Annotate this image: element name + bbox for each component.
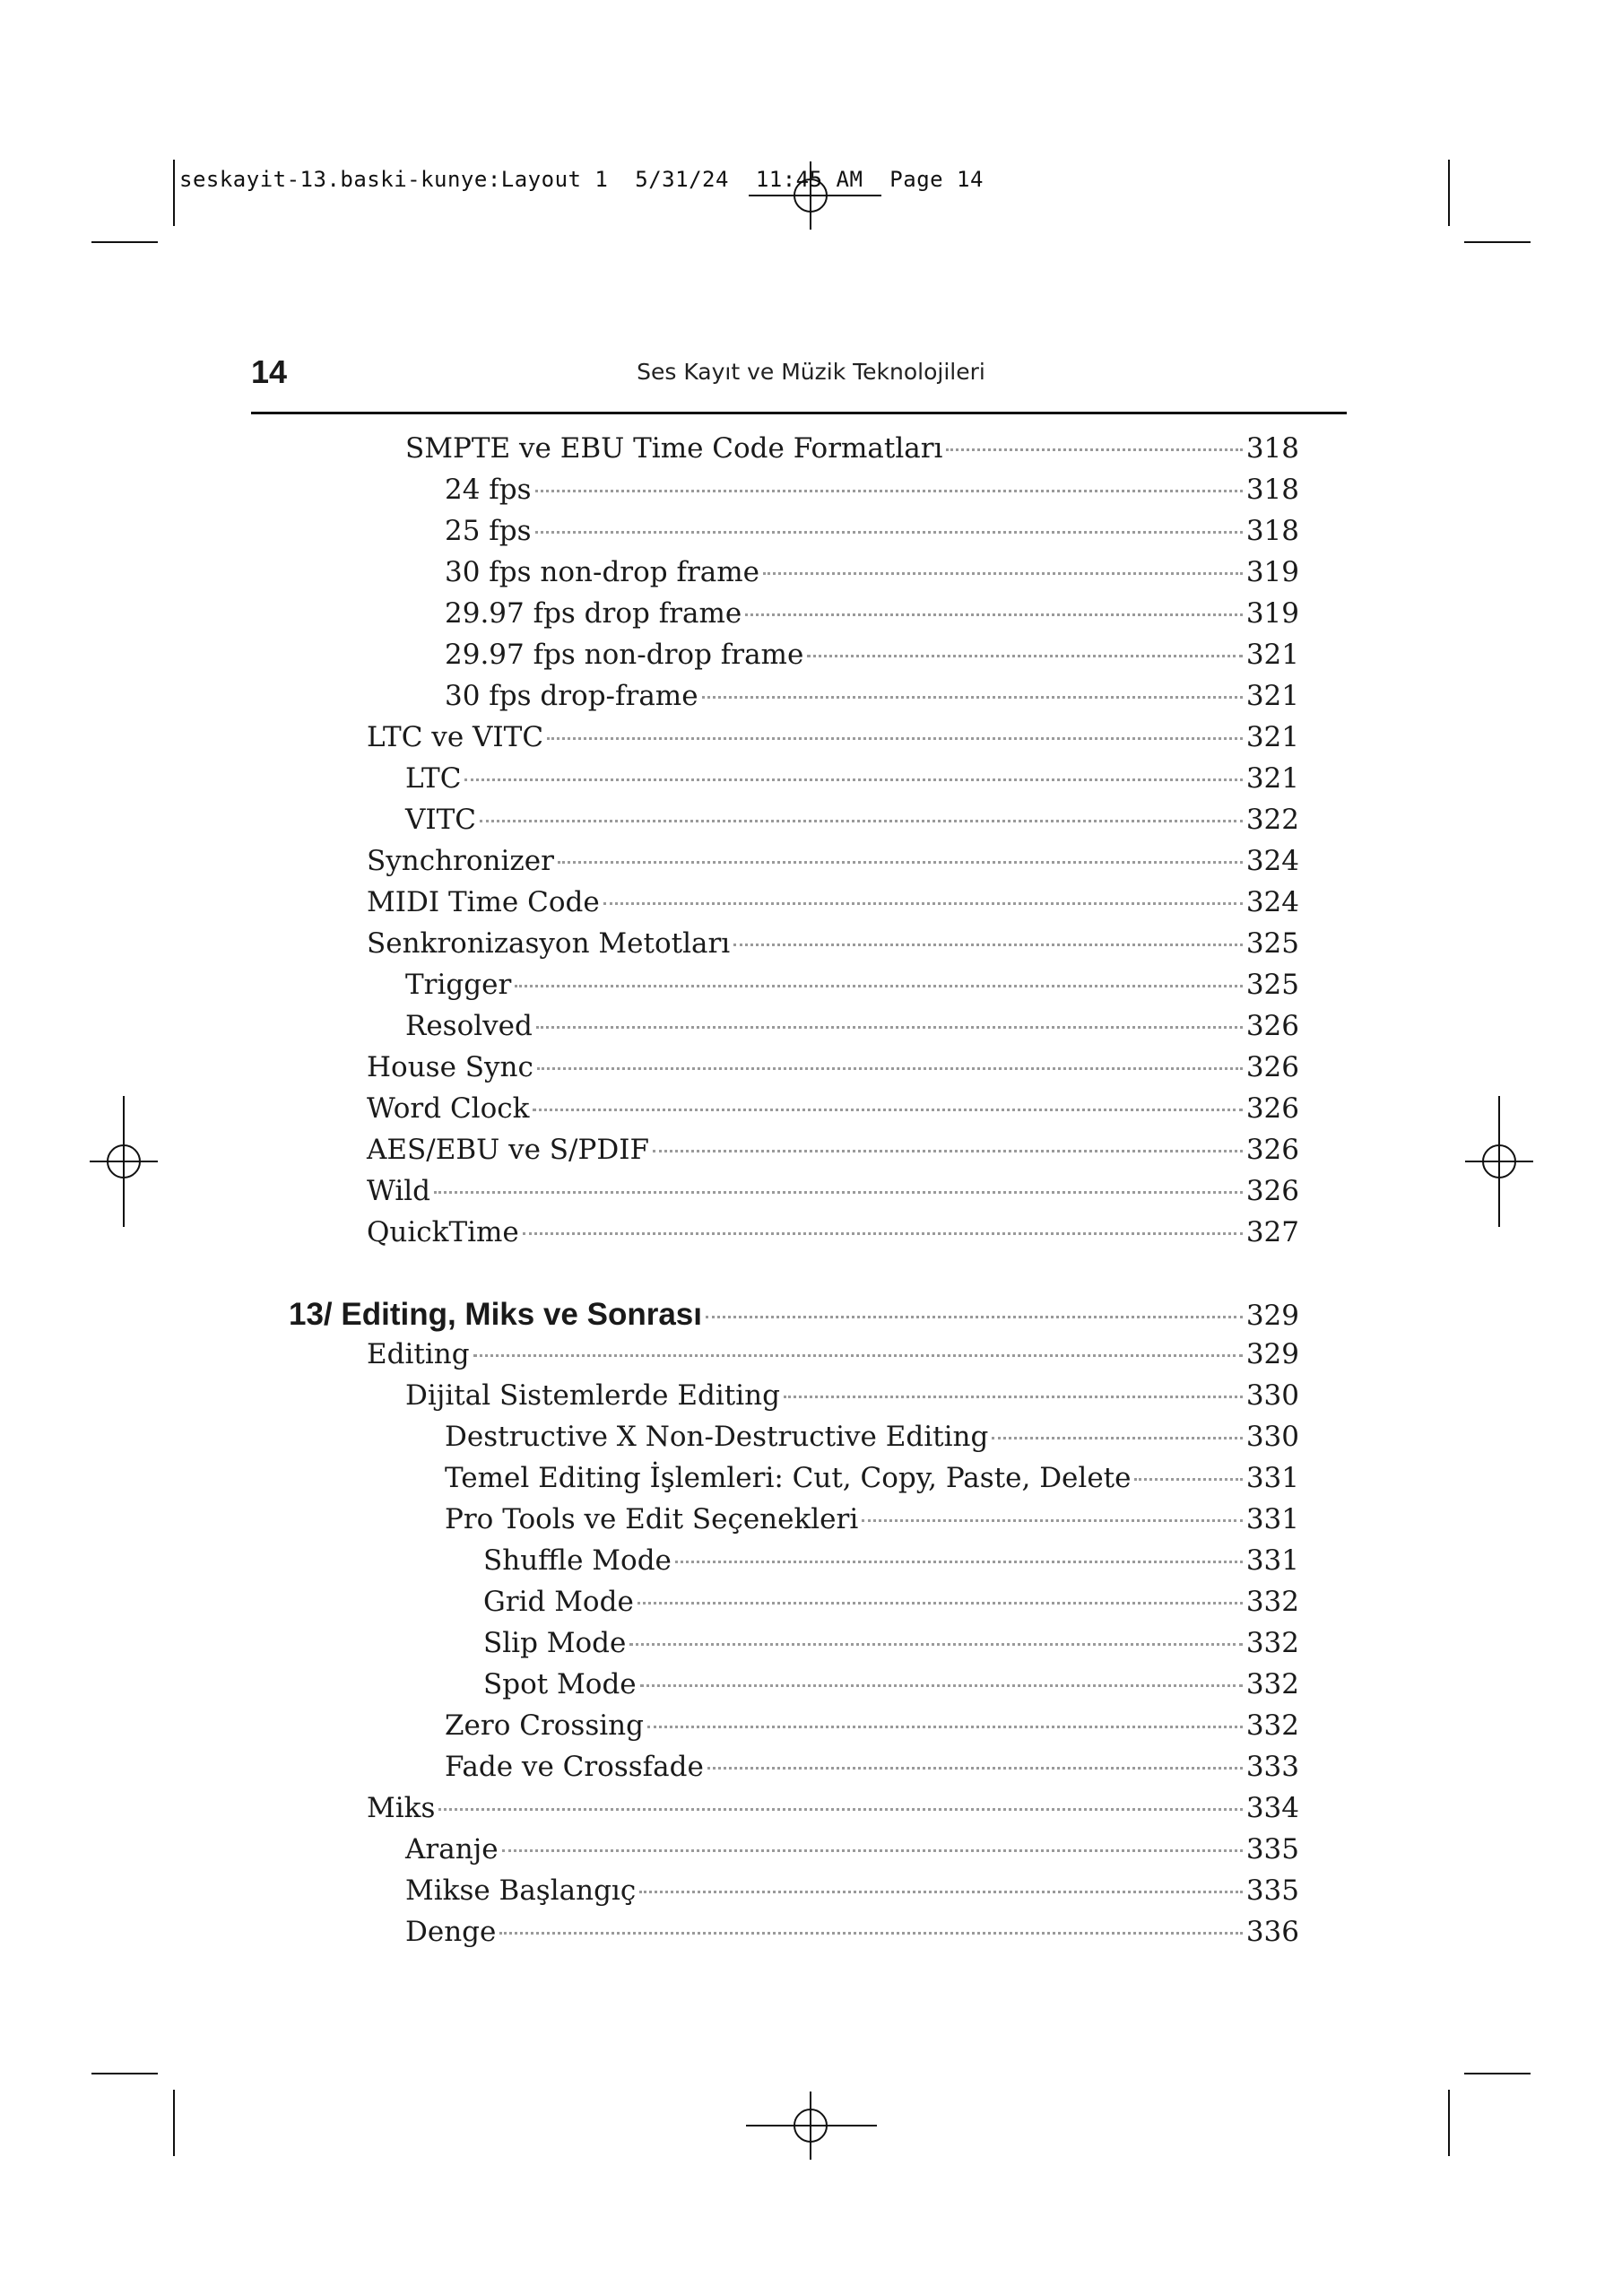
dot-leader bbox=[647, 1726, 1243, 1728]
dot-leader bbox=[733, 944, 1243, 946]
toc-entry-page: 326 bbox=[1245, 1175, 1299, 1207]
toc-entry-title: Spot Mode bbox=[483, 1668, 637, 1700]
toc-entry-page: 331 bbox=[1245, 1544, 1299, 1577]
dot-leader bbox=[745, 613, 1243, 616]
toc-entry-page: 332 bbox=[1245, 1627, 1299, 1659]
dot-leader bbox=[535, 531, 1243, 534]
toc-entry bbox=[405, 1916, 1299, 1957]
toc-entry-page: 331 bbox=[1245, 1503, 1299, 1535]
toc-entry-title: Aranje bbox=[405, 1833, 499, 1866]
toc-entry bbox=[405, 432, 1299, 474]
toc-entry-title: Synchronizer bbox=[367, 845, 554, 877]
toc-entry-page: 324 bbox=[1245, 886, 1299, 918]
crop-mark-bottom-left-horizontal bbox=[91, 2073, 158, 2074]
dot-leader bbox=[515, 985, 1243, 987]
toc-entry-page: 318 bbox=[1245, 432, 1299, 465]
toc-entry-title: Senkronizasyon Metotları bbox=[367, 927, 731, 960]
toc-entry-title: Temel Editing İşlemleri: Cut, Copy, Paste, Delete bbox=[445, 1462, 1132, 1494]
toc-entry-title: 25 fps bbox=[445, 515, 532, 547]
registration-mark-top bbox=[744, 160, 879, 231]
crop-mark-top-left-horizontal bbox=[91, 241, 158, 243]
dot-leader bbox=[992, 1437, 1243, 1439]
toc-entry bbox=[445, 515, 1299, 556]
toc-entry-page: 324 bbox=[1245, 845, 1299, 877]
toc-entry-page: 321 bbox=[1245, 639, 1299, 671]
toc-entry-title: Slip Mode bbox=[483, 1627, 627, 1659]
toc-entry bbox=[405, 969, 1299, 1010]
toc-entry-title: LTC bbox=[405, 762, 462, 795]
toc-entry-page: 326 bbox=[1245, 1134, 1299, 1166]
toc-entry-page: 329 bbox=[1245, 1300, 1299, 1332]
toc-entry-title: Shuffle Mode bbox=[483, 1544, 672, 1577]
toc-entry-title: QuickTime bbox=[367, 1216, 519, 1248]
crop-mark-bottom-right-horizontal bbox=[1464, 2073, 1531, 2074]
toc-entry-page: 330 bbox=[1245, 1379, 1299, 1412]
toc-entry bbox=[405, 1833, 1299, 1874]
toc-entry-title: MIDI Time Code bbox=[367, 886, 600, 918]
crop-mark-bottom-left-vertical bbox=[173, 2090, 175, 2156]
toc-entry-page: 329 bbox=[1245, 1338, 1299, 1370]
toc-entry-page: 326 bbox=[1245, 1010, 1299, 1042]
toc-entry bbox=[367, 1216, 1299, 1257]
toc-entry bbox=[445, 474, 1299, 515]
toc-entry-page: 326 bbox=[1245, 1092, 1299, 1125]
crop-mark-top-right-vertical bbox=[1448, 160, 1450, 226]
toc-entry-title: Resolved bbox=[405, 1010, 533, 1042]
toc-entry-title: 30 fps non-drop frame bbox=[445, 556, 759, 588]
toc-entry-title: 24 fps bbox=[445, 474, 532, 506]
dot-leader bbox=[473, 1354, 1243, 1357]
toc-entry-title: VITC bbox=[405, 804, 477, 836]
dot-leader bbox=[675, 1561, 1243, 1563]
dot-leader bbox=[464, 778, 1242, 781]
dot-leader bbox=[537, 1067, 1243, 1070]
toc-entry bbox=[367, 721, 1299, 762]
toc-entry bbox=[405, 762, 1299, 804]
crop-mark-bottom-right-vertical bbox=[1448, 2090, 1450, 2156]
toc-entry bbox=[367, 886, 1299, 927]
toc-entry-title: Fade ve Crossfade bbox=[445, 1751, 704, 1783]
toc-entry bbox=[405, 804, 1299, 845]
registration-mark-right bbox=[1463, 1094, 1535, 1229]
toc-entry bbox=[405, 1379, 1299, 1421]
toc-entry-page: 331 bbox=[1245, 1462, 1299, 1494]
toc-entry-page: 325 bbox=[1245, 927, 1299, 960]
dot-leader bbox=[763, 572, 1243, 575]
dot-leader bbox=[862, 1519, 1243, 1522]
toc-entry bbox=[483, 1668, 1299, 1709]
toc-entry-page: 321 bbox=[1245, 762, 1299, 795]
dot-leader bbox=[784, 1396, 1243, 1398]
crop-mark-top-left-vertical bbox=[173, 160, 175, 226]
dot-leader bbox=[434, 1191, 1243, 1194]
toc-entry-title: Grid Mode bbox=[483, 1586, 634, 1618]
toc-entry-title: SMPTE ve EBU Time Code Formatları bbox=[405, 432, 943, 465]
toc-entry-title: Trigger bbox=[405, 969, 512, 1001]
toc-entry-title: Mikse Başlangıç bbox=[405, 1874, 637, 1907]
dot-leader bbox=[807, 655, 1243, 657]
toc-entry-title: LTC ve VITC bbox=[367, 721, 544, 753]
dot-leader bbox=[558, 861, 1243, 864]
toc-entry-page: 319 bbox=[1245, 597, 1299, 630]
toc-entry bbox=[445, 1462, 1299, 1503]
toc-entry bbox=[483, 1586, 1299, 1627]
toc-entry-title: Miks bbox=[367, 1792, 436, 1824]
registration-mark-bottom bbox=[744, 2090, 879, 2161]
dot-leader bbox=[653, 1150, 1243, 1152]
dot-leader bbox=[946, 448, 1242, 451]
toc-entry-title: 30 fps drop-frame bbox=[445, 680, 698, 712]
toc-entry-title: 29.97 fps drop frame bbox=[445, 597, 742, 630]
toc-entry bbox=[445, 1709, 1299, 1751]
toc-entry bbox=[367, 1134, 1299, 1175]
dot-leader bbox=[533, 1109, 1242, 1111]
toc-entry bbox=[367, 927, 1299, 969]
toc-entry-title: AES/EBU ve S/PDIF bbox=[367, 1134, 649, 1166]
toc-entry bbox=[367, 1338, 1299, 1379]
toc-entry-page: 321 bbox=[1245, 680, 1299, 712]
dot-leader bbox=[536, 1026, 1243, 1029]
dot-leader bbox=[547, 737, 1243, 740]
toc-entry bbox=[445, 1751, 1299, 1792]
toc-entry bbox=[445, 1421, 1299, 1462]
toc-entry bbox=[445, 680, 1299, 721]
toc-entry-page: 318 bbox=[1245, 474, 1299, 506]
toc-entry-title: Denge bbox=[405, 1916, 497, 1948]
toc-entry-page: 325 bbox=[1245, 969, 1299, 1001]
dot-leader bbox=[480, 820, 1243, 822]
toc-entry bbox=[367, 1792, 1299, 1833]
toc-entry-title: Editing bbox=[367, 1338, 470, 1370]
dot-leader bbox=[638, 1602, 1243, 1605]
toc-entry bbox=[445, 1503, 1299, 1544]
dot-leader bbox=[629, 1643, 1242, 1646]
toc-entry bbox=[483, 1544, 1299, 1586]
toc-entry-page: 332 bbox=[1245, 1586, 1299, 1618]
printer-slug: seskayit-13.baski-kunye:Layout 1 5/31/24 11:45 AM Page 14 bbox=[179, 167, 984, 192]
toc-entry-page: 322 bbox=[1245, 804, 1299, 836]
toc-chapter-heading bbox=[289, 1297, 1299, 1338]
toc-entry bbox=[445, 556, 1299, 597]
dot-leader bbox=[502, 1849, 1243, 1852]
dot-leader bbox=[603, 902, 1243, 905]
dot-leader bbox=[702, 696, 1243, 699]
toc-entry bbox=[445, 639, 1299, 680]
running-head: Ses Kayıt ve Müzik Teknolojileri bbox=[637, 359, 985, 385]
dot-leader bbox=[707, 1767, 1243, 1770]
toc-entry-page: 335 bbox=[1245, 1874, 1299, 1907]
page-number: 14 bbox=[251, 353, 288, 390]
toc-entry-page: 333 bbox=[1245, 1751, 1299, 1783]
toc-entry-page: 332 bbox=[1245, 1709, 1299, 1742]
toc-entry bbox=[405, 1010, 1299, 1051]
dot-leader bbox=[499, 1932, 1242, 1935]
toc-entry bbox=[367, 1051, 1299, 1092]
toc-entry-page: 327 bbox=[1245, 1216, 1299, 1248]
dot-leader bbox=[1134, 1478, 1242, 1481]
toc-entry-title: 13/ Editing, Miks ve Sonrası bbox=[289, 1297, 702, 1332]
toc-entry-page: 330 bbox=[1245, 1421, 1299, 1453]
toc-entry bbox=[367, 845, 1299, 886]
dot-leader bbox=[639, 1891, 1243, 1893]
dot-leader bbox=[640, 1684, 1243, 1687]
toc-entry-title: Dijital Sistemlerde Editing bbox=[405, 1379, 780, 1412]
toc-entry-title: Destructive X Non-Destructive Editing bbox=[445, 1421, 989, 1453]
dot-leader bbox=[438, 1808, 1242, 1811]
toc-entry-title: Pro Tools ve Edit Seçenekleri bbox=[445, 1503, 859, 1535]
toc-entry-page: 321 bbox=[1245, 721, 1299, 753]
toc-entry-page: 319 bbox=[1245, 556, 1299, 588]
toc-entry-page: 318 bbox=[1245, 515, 1299, 547]
toc-entry-title: 29.97 fps non-drop frame bbox=[445, 639, 804, 671]
toc-entry bbox=[483, 1627, 1299, 1668]
toc-entry-title: Zero Crossing bbox=[445, 1709, 644, 1742]
toc-entry bbox=[405, 1874, 1299, 1916]
toc-entry-page: 335 bbox=[1245, 1833, 1299, 1866]
toc-entry-title: House Sync bbox=[367, 1051, 533, 1083]
toc-entry-page: 334 bbox=[1245, 1792, 1299, 1824]
toc-entry bbox=[367, 1092, 1299, 1134]
toc-entry-page: 332 bbox=[1245, 1668, 1299, 1700]
dot-leader bbox=[523, 1232, 1243, 1235]
toc-entry-title: Word Clock bbox=[367, 1092, 530, 1125]
dot-leader bbox=[535, 490, 1243, 492]
toc-entry-page: 336 bbox=[1245, 1916, 1299, 1948]
toc-entry bbox=[445, 597, 1299, 639]
header-rule bbox=[251, 412, 1347, 414]
toc-entry-title: Wild bbox=[367, 1175, 430, 1207]
crop-mark-top-right-horizontal bbox=[1464, 241, 1531, 243]
toc-entry bbox=[367, 1175, 1299, 1216]
toc-entry-page: 326 bbox=[1245, 1051, 1299, 1083]
dot-leader bbox=[706, 1316, 1243, 1318]
registration-mark-left bbox=[88, 1094, 160, 1229]
